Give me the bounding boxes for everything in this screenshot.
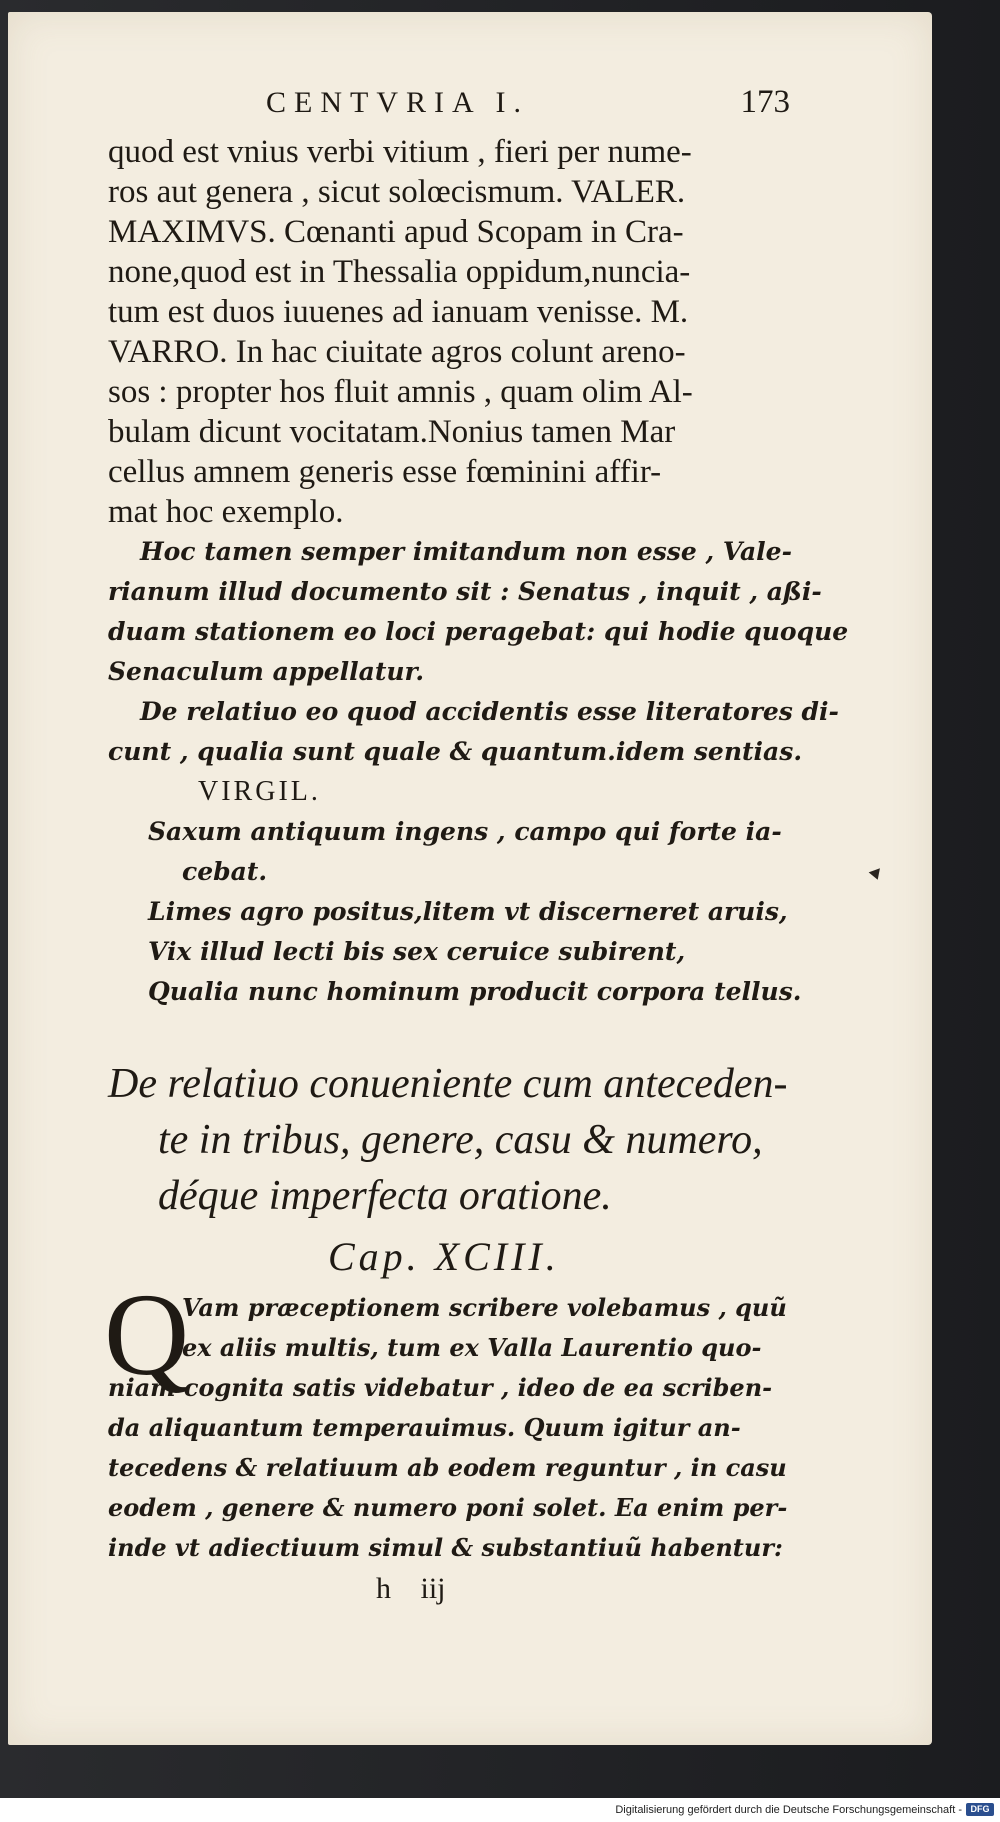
text-line: Vam præceptionem scribere volebamus , quũ bbox=[182, 1293, 787, 1322]
verse-line: Qualia nunc hominum producit corpora tellus. bbox=[148, 977, 802, 1006]
heading-line: De relatiuo conueniente cum anteceden- bbox=[108, 1061, 788, 1107]
text-line: ex aliis multis, tum ex Valla Laurentio quo- bbox=[182, 1333, 762, 1362]
text-line: Hoc tamen semper imitandum non esse , Vale- bbox=[140, 537, 792, 566]
text-line: tum est duos iuuenes ad ianuam venisse. M. bbox=[108, 294, 689, 330]
verse-line: Saxum antiquum ingens , campo qui forte ia- bbox=[148, 817, 782, 846]
page-text-area bbox=[104, 72, 849, 1606]
running-title: CENTVRIA I. bbox=[266, 86, 529, 119]
verse-line: Vix illud lecti bis sex ceruice subirent, bbox=[148, 937, 686, 966]
text-line: quod est vnius verbi vitium , fieri per nume- bbox=[108, 134, 692, 170]
text-line: mat hoc exemplo. bbox=[108, 494, 344, 530]
text-line: VARRO. In hac ciuitate agros colunt areno- bbox=[108, 334, 686, 370]
digitization-footer bbox=[0, 1798, 1000, 1822]
book-page bbox=[8, 12, 932, 1745]
chapter-text bbox=[108, 1288, 788, 1568]
text-line: sos : propter hos fluit amnis , quam olim Al- bbox=[108, 374, 693, 410]
text-line: da aliquantum temperauimus. Quum igitur an- bbox=[108, 1413, 741, 1442]
drop-cap: Q bbox=[104, 1269, 190, 1400]
paragraph-2 bbox=[108, 532, 849, 692]
text-line: bulam dicunt vocitatam.Nonius tamen Mar bbox=[108, 414, 676, 450]
text-line: tecedens & relatiuum ab eodem reguntur , in casu bbox=[108, 1453, 787, 1482]
running-head bbox=[108, 72, 788, 132]
verse-quotation bbox=[148, 812, 802, 1012]
text-line: MAXIMVS. Cœnanti apud Scopam in Cra- bbox=[108, 214, 684, 250]
chapter-paragraph bbox=[104, 1269, 788, 1568]
dfg-logo-icon: DFG bbox=[966, 1803, 994, 1816]
text-line: ros aut genera , sicut solœcismum. VALER. bbox=[108, 174, 686, 210]
heading-line: te in tribus, genere, casu & numero, bbox=[158, 1117, 763, 1163]
verse-line: cebat. bbox=[182, 857, 268, 886]
paragraph-3 bbox=[108, 692, 839, 772]
text-line: De relatiuo eo quod accidentis esse literatores di- bbox=[140, 697, 839, 726]
text-line: cunt , qualia sunt quale & quantum.idem sentias. bbox=[108, 737, 803, 766]
verse-attribution: VIRGIL. bbox=[198, 776, 321, 807]
text-line: eodem , genere & numero poni solet. Ea enim per- bbox=[108, 1493, 788, 1522]
chapter-number: Cap. XCIII. bbox=[328, 1234, 560, 1279]
page-number: 173 bbox=[740, 84, 790, 120]
paragraph-1 bbox=[108, 132, 788, 532]
text-line: inde vt adiectiuum simul & substantiuũ habentur: bbox=[108, 1533, 783, 1562]
text-line: niam cognita satis videbatur , ideo de ea scriben- bbox=[108, 1373, 773, 1402]
text-line: Senaculum appellatur. bbox=[108, 657, 425, 686]
funding-credit: Digitalisierung gefördert durch die Deutsche Forschungsgemeinschaft - bbox=[615, 1804, 962, 1816]
verse-line: Limes agro positus,litem vt discerneret aruis, bbox=[148, 897, 788, 926]
text-line: cellus amnem generis esse fœminini affir- bbox=[108, 454, 662, 490]
signature-mark: h iij bbox=[376, 1572, 446, 1605]
text-line: duam stationem eo loci peragebat: qui hodie quoque bbox=[108, 617, 849, 646]
text-line: rianum illud documento sit : Senatus , inquit , aßi- bbox=[108, 577, 822, 606]
chapter-heading bbox=[108, 1056, 788, 1224]
text-line: none,quod est in Thessalia oppidum,nuncia- bbox=[108, 254, 691, 290]
heading-line: déque imperfecta oratione. bbox=[158, 1173, 612, 1219]
